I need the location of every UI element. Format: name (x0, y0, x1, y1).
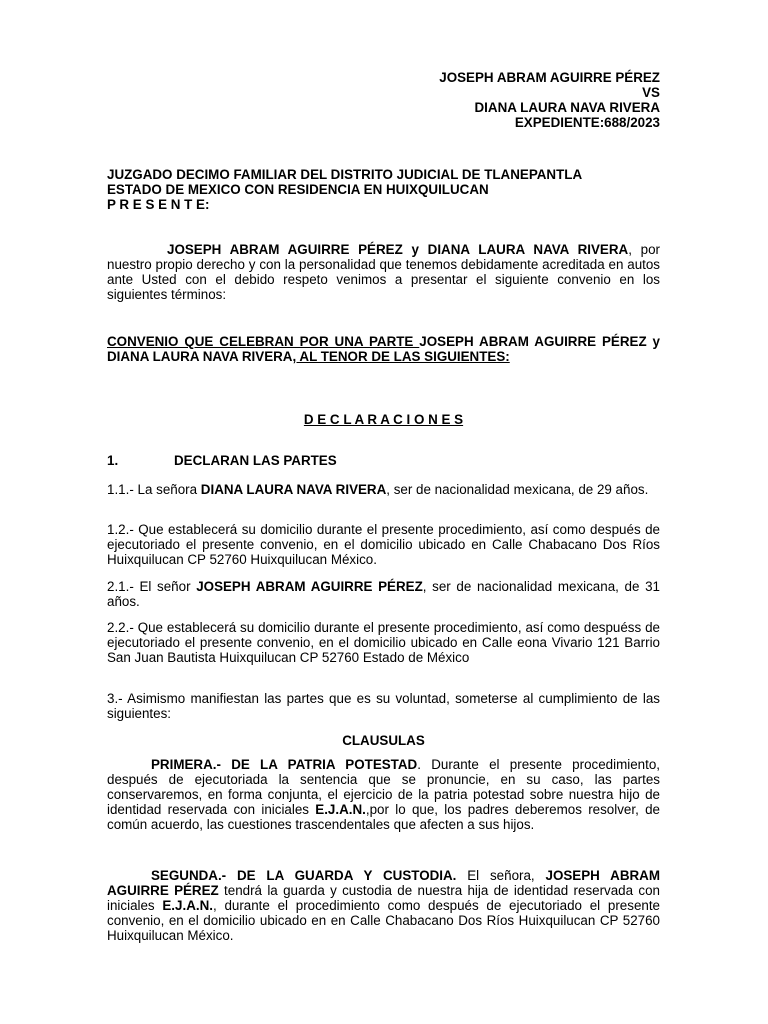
court-location: ESTADO DE MEXICO CON RESIDENCIA EN HUIXQUILUCAN (107, 182, 489, 197)
clause-segunda-text-3: , durante el procedimiento como después de ejecutoriado el presente convenio, en el domicilio ubicado en en Calle Chabacano Dos Ríos Huixquilucan CP 52760 Huixquilucan México. (107, 898, 661, 943)
declaration-1-1-pre: 1.1.- La señora (107, 482, 201, 497)
clause-primera-heading: PRIMERA.- DE LA PATRIA POTESTAD (151, 757, 418, 772)
court-addressee (107, 167, 660, 212)
section-1-heading (107, 453, 660, 468)
clausulas-heading: CLAUSULAS (342, 733, 425, 748)
clause-segunda (107, 868, 660, 943)
clause-segunda-heading: SEGUNDA.- DE LA GUARDA Y CUSTODIA. (151, 868, 457, 883)
declaration-2-1-name: JOSEPH ABRAM AGUIRRE PÉREZ (196, 579, 423, 594)
plaintiff-name: JOSEPH ABRAM AGUIRRE PÉREZ (439, 70, 660, 85)
declaration-1-1-post: , ser de nacionalidad mexicana, de 29 años. (386, 482, 649, 497)
declaraciones-heading: D E C L A R A C I O N E S (303, 412, 464, 427)
clause-segunda-name: JOSEPH ABRAM AGUIRRE PÉREZ (107, 868, 661, 898)
clause-primera-initials: E.J.A.N. (315, 802, 366, 817)
declaration-1-1-name: DIANA LAURA NAVA RIVERA (200, 482, 387, 497)
clause-primera (107, 757, 660, 832)
court-name: JUZGADO DECIMO FAMILIAR DEL DISTRITO JUDICIAL DE TLANEPANTLA (107, 167, 583, 182)
presente-label: P R E S E N T E: (107, 197, 210, 212)
convenio-title (107, 334, 660, 364)
convenio-part2: JOSEPH ABRAM AGUIRRE PÉREZ y DIANA LAURA NAVA RIVERA (107, 334, 660, 364)
versus-label: VS (642, 85, 660, 100)
declaration-2-1-pre: 2.1.- El señor (107, 579, 197, 594)
convenio-part3: , AL TENOR DE LAS SIGUIENTES: (292, 349, 510, 364)
clause-segunda-text-1: El señora, (456, 868, 546, 883)
clause-segunda-initials: E.J.A.N. (162, 898, 213, 913)
declaration-2-2: 2.2.- Que establecerá su domicilio durante el presente procedimiento, así como despuéss de ejecutoriado el presente convenio, en el domicilio ubicado en Calle eona Vivario 121 Barrio San Juan Bautista Huixquilucan CP 52760 Estado de México (107, 620, 660, 665)
case-header (107, 70, 660, 130)
clause-segunda-text-2: tendrá la guarda y custodia de nuestra hija de identidad reservada con iniciales (107, 883, 660, 913)
declaration-2-1-post: , ser de nacionalidad mexicana, de 31 años. (107, 579, 660, 609)
declaration-3: 3.- Asimismo manifiestan las partes que es su voluntad, someterse al cumplimiento de las siguientes: (107, 691, 660, 721)
section-1-title: DECLARAN LAS PARTES (174, 453, 337, 468)
intro-paragraph (107, 242, 660, 302)
declaration-2-1 (107, 579, 660, 609)
section-1-number: 1. (107, 453, 119, 468)
clause-primera-text-2: ,por lo que, los padres deberemos resolver, de común acuerdo, las cuestiones trascendentales que afecten a sus hijos. (107, 802, 660, 832)
declaration-1-2: 1.2.- Que establecerá su domicilio durante el presente procedimiento, así como después de ejecutoriado el presente convenio, en el domicilio ubicado en Calle Chabacano Dos Ríos Huixquilucan CP 52760 Huixquilucan México. (107, 522, 660, 567)
convenio-part1: CONVENIO QUE CELEBRAN POR UNA PARTE (107, 334, 420, 349)
intro-parties: JOSEPH ABRAM AGUIRRE PÉREZ y DIANA LAURA NAVA RIVERA (167, 242, 629, 257)
clause-primera-text-1: . Durante el presente procedimiento, después de ejecutoriada la sentencia que se pronuncie, en su caso, las partes conservaremos, en forma conjunta, el ejercicio de la patria potestad sobre nuestra hijo de identidad reservada con iniciales (107, 757, 660, 817)
defendant-name: DIANA LAURA NAVA RIVERA (474, 100, 660, 115)
declaration-1-1 (107, 482, 660, 497)
intro-text: , por nuestro propio derecho y con la personalidad que tenemos debidamente acreditada en autos ante Usted con el debido respeto venimos a presentar el siguiente convenio en los siguientes términos: (107, 242, 660, 302)
case-number: EXPEDIENTE:688/2023 (514, 115, 660, 130)
